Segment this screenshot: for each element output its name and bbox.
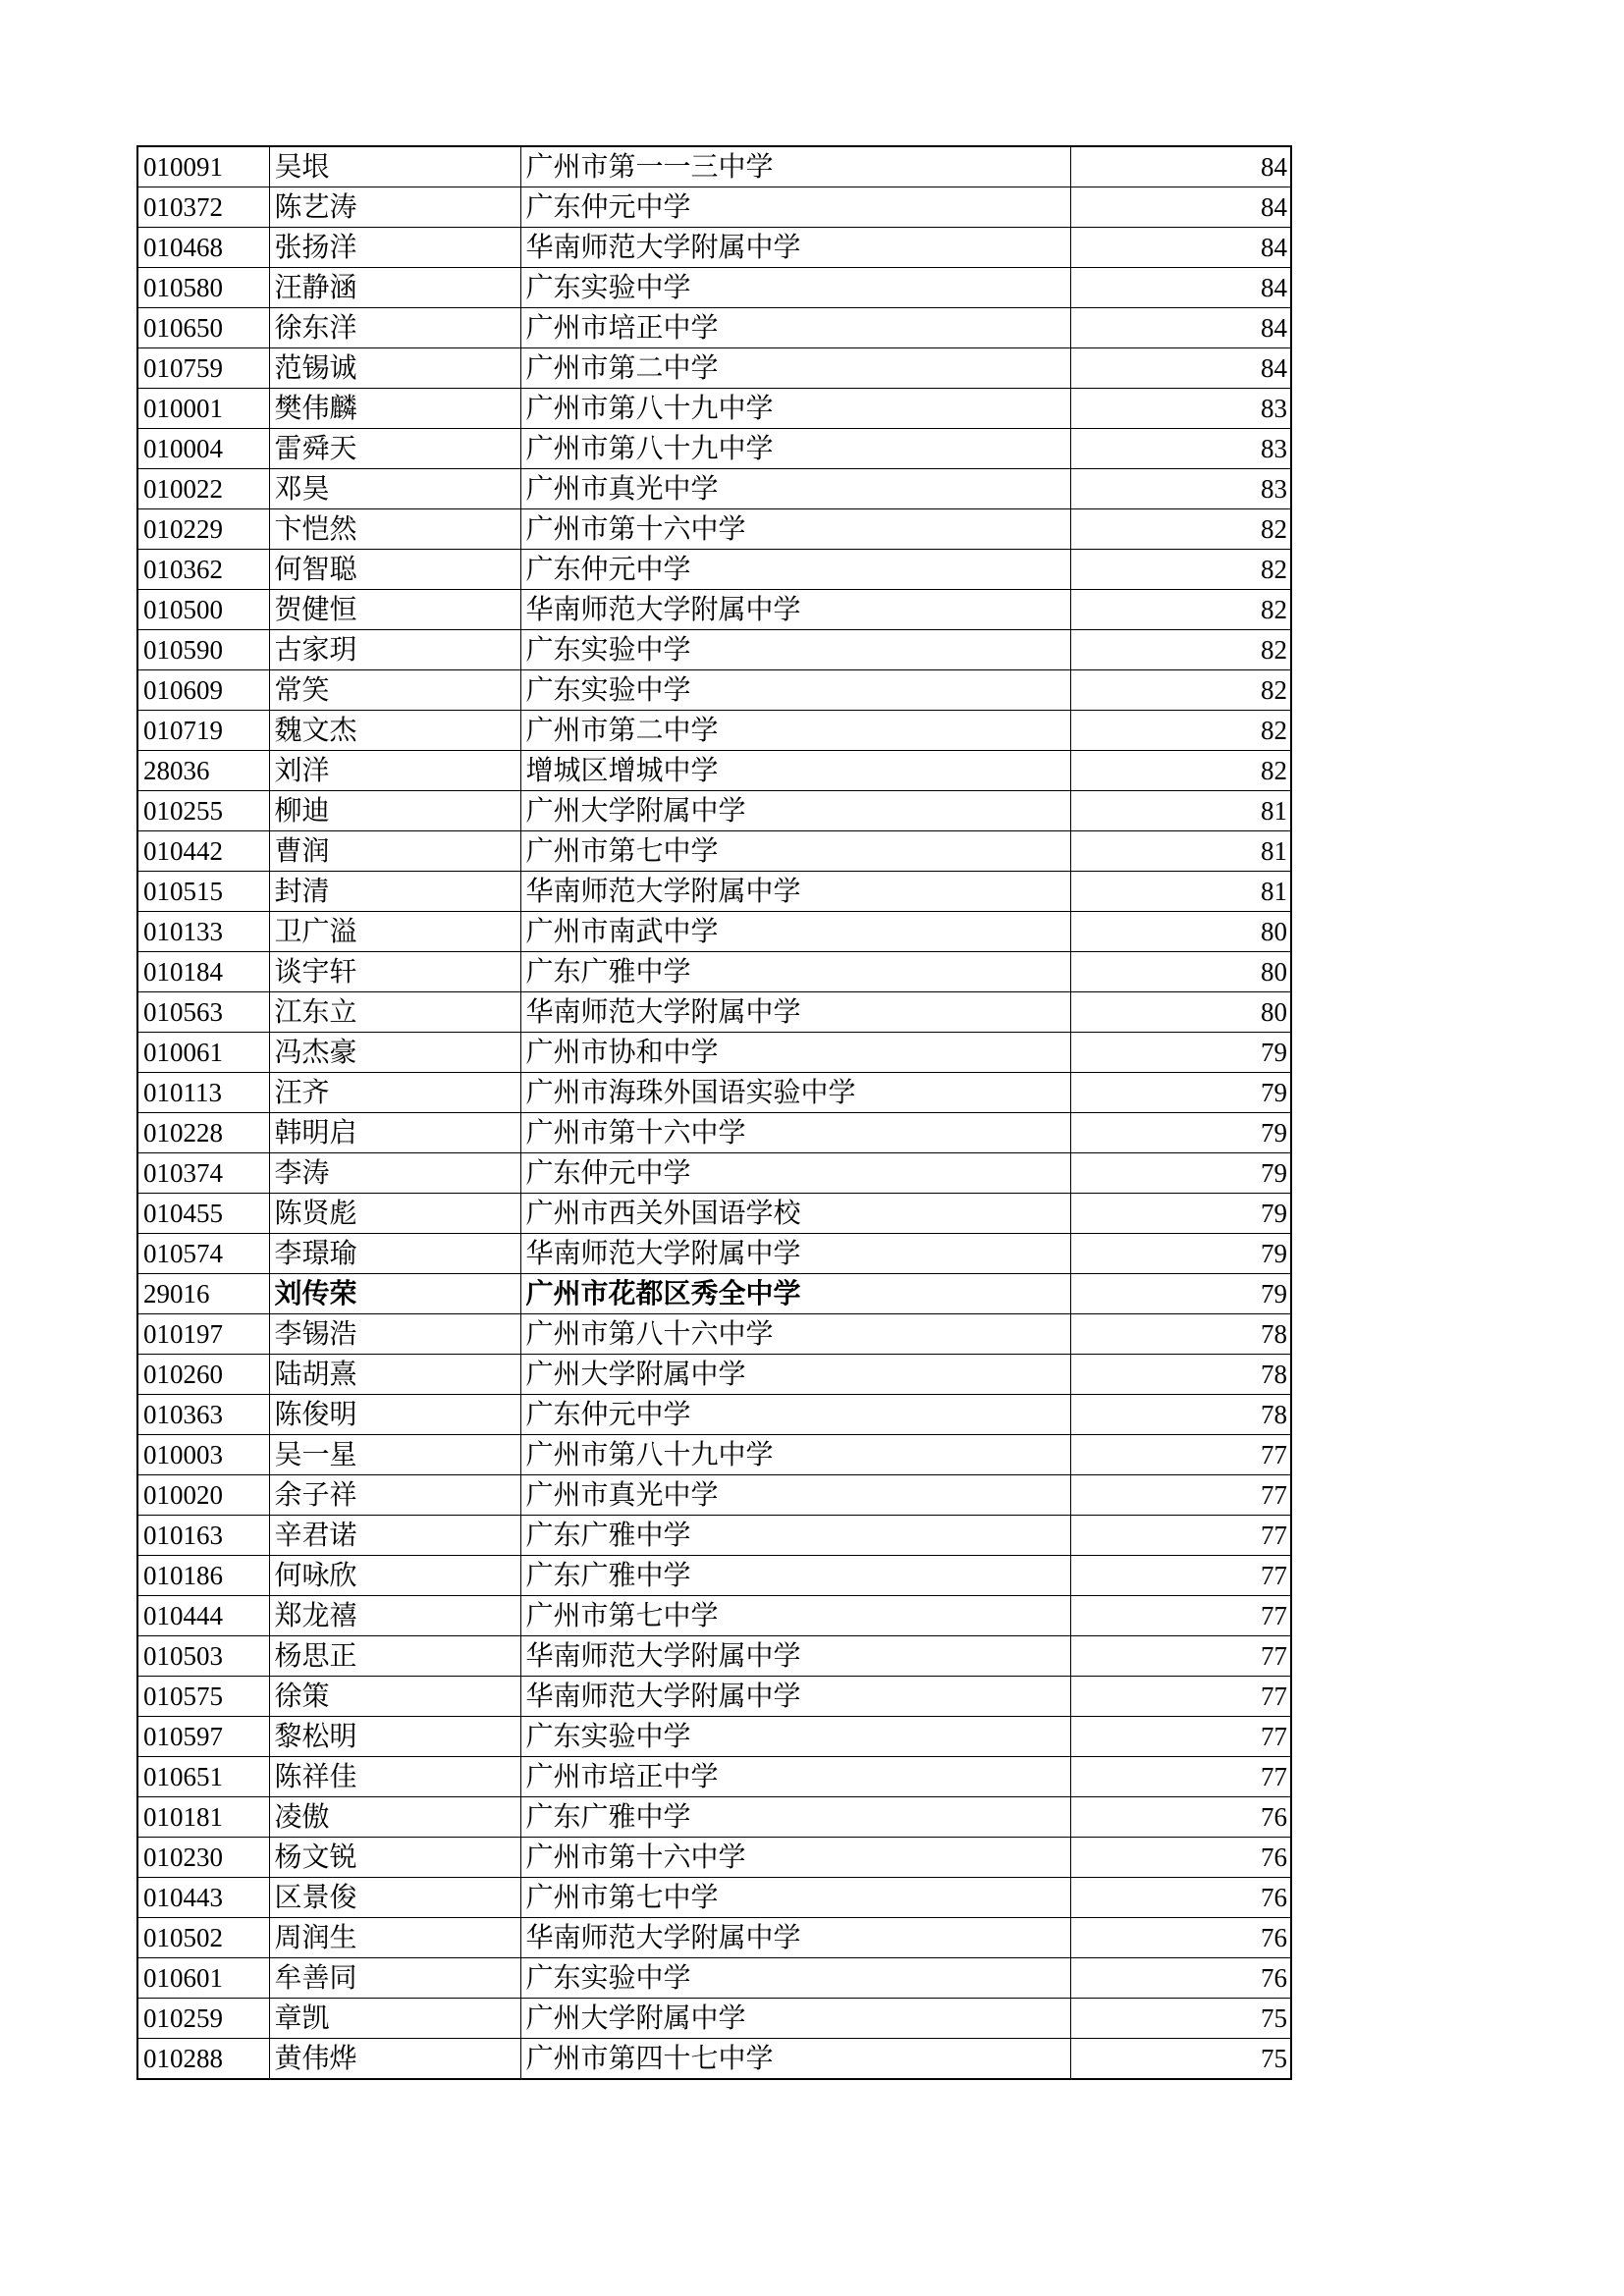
table-row: [137, 1797, 1291, 1838]
student-name-cell: 雷舜天: [269, 429, 520, 469]
score-cell: 84: [1070, 187, 1291, 228]
school-name-cell: 广州市第七中学: [520, 1596, 1070, 1636]
student-name-cell: 邓昊: [269, 469, 520, 509]
score-cell: 79: [1070, 1194, 1291, 1234]
table-row: [137, 952, 1291, 992]
student-name-cell: 徐策: [269, 1677, 520, 1717]
student-name-cell: 章凯: [269, 1999, 520, 2039]
table-row: [137, 1355, 1291, 1395]
student-id-cell: 010133: [137, 912, 269, 952]
score-cell: 82: [1070, 590, 1291, 630]
student-id-cell: 010374: [137, 1153, 269, 1194]
table-row: [137, 912, 1291, 952]
score-cell: 82: [1070, 550, 1291, 590]
student-id-cell: 010503: [137, 1636, 269, 1677]
student-name-cell: 郑龙禧: [269, 1596, 520, 1636]
school-name-cell: 华南师范大学附属中学: [520, 228, 1070, 268]
table-row: [137, 348, 1291, 389]
student-name-cell: 区景俊: [269, 1878, 520, 1918]
student-name-cell: 古家玥: [269, 630, 520, 670]
table-row: [137, 1838, 1291, 1878]
school-name-cell: 广东实验中学: [520, 268, 1070, 308]
school-name-cell: 广东广雅中学: [520, 1516, 1070, 1556]
table-row: [137, 1878, 1291, 1918]
school-name-cell: 华南师范大学附属中学: [520, 872, 1070, 912]
score-cell: 75: [1070, 2039, 1291, 2080]
school-name-cell: 广州市第四十七中学: [520, 2039, 1070, 2080]
student-id-cell: 28036: [137, 751, 269, 791]
table-row: [137, 1999, 1291, 2039]
score-cell: 76: [1070, 1958, 1291, 1999]
school-name-cell: 广州市第八十六中学: [520, 1314, 1070, 1355]
student-name-cell: 李涛: [269, 1153, 520, 1194]
student-id-cell: 010455: [137, 1194, 269, 1234]
score-cell: 83: [1070, 469, 1291, 509]
score-cell: 79: [1070, 1234, 1291, 1274]
student-name-cell: 谈宇轩: [269, 952, 520, 992]
score-cell: 77: [1070, 1677, 1291, 1717]
student-id-cell: 010651: [137, 1757, 269, 1797]
score-cell: 84: [1070, 348, 1291, 389]
student-name-cell: 徐东洋: [269, 308, 520, 348]
score-cell: 76: [1070, 1838, 1291, 1878]
score-cell: 76: [1070, 1878, 1291, 1918]
student-name-cell: 汪静涵: [269, 268, 520, 308]
table-row: [137, 1918, 1291, 1958]
school-name-cell: 广州市第十六中学: [520, 1113, 1070, 1153]
school-name-cell: 广东实验中学: [520, 630, 1070, 670]
score-cell: 82: [1070, 751, 1291, 791]
table-row: [137, 1153, 1291, 1194]
score-cell: 79: [1070, 1274, 1291, 1314]
school-name-cell: 广州市第二中学: [520, 711, 1070, 751]
student-id-cell: 010003: [137, 1435, 269, 1475]
student-id-cell: 010288: [137, 2039, 269, 2080]
score-cell: 83: [1070, 389, 1291, 429]
student-id-cell: 010229: [137, 509, 269, 550]
student-name-cell: 刘洋: [269, 751, 520, 791]
student-name-cell: 吴一星: [269, 1435, 520, 1475]
student-name-cell: 冯杰豪: [269, 1033, 520, 1073]
school-name-cell: 广州市第十六中学: [520, 1838, 1070, 1878]
school-name-cell: 华南师范大学附属中学: [520, 1234, 1070, 1274]
table-row: [137, 590, 1291, 630]
student-id-cell: 010650: [137, 308, 269, 348]
student-id-cell: 010597: [137, 1717, 269, 1757]
student-name-cell: 陈祥佳: [269, 1757, 520, 1797]
student-id-cell: 010719: [137, 711, 269, 751]
school-name-cell: 华南师范大学附属中学: [520, 992, 1070, 1033]
score-cell: 80: [1070, 952, 1291, 992]
score-table-body: [137, 146, 1291, 2079]
score-cell: 84: [1070, 146, 1291, 187]
student-id-cell: 010113: [137, 1073, 269, 1113]
score-cell: 77: [1070, 1717, 1291, 1757]
student-name-cell: 黄伟烨: [269, 2039, 520, 2080]
student-name-cell: 卞恺然: [269, 509, 520, 550]
table-row: [137, 509, 1291, 550]
student-name-cell: 杨文锐: [269, 1838, 520, 1878]
score-cell: 77: [1070, 1516, 1291, 1556]
score-cell: 75: [1070, 1999, 1291, 2039]
student-name-cell: 牟善同: [269, 1958, 520, 1999]
student-name-cell: 魏文杰: [269, 711, 520, 751]
score-cell: 79: [1070, 1073, 1291, 1113]
student-id-cell: 010468: [137, 228, 269, 268]
school-name-cell: 广东广雅中学: [520, 1556, 1070, 1596]
score-cell: 81: [1070, 872, 1291, 912]
student-name-cell: 余子祥: [269, 1475, 520, 1516]
student-name-cell: 吴垠: [269, 146, 520, 187]
score-cell: 80: [1070, 912, 1291, 952]
table-row: [137, 469, 1291, 509]
score-cell: 76: [1070, 1918, 1291, 1958]
school-name-cell: 广东广雅中学: [520, 952, 1070, 992]
table-row: [137, 711, 1291, 751]
student-name-cell: 曹润: [269, 831, 520, 872]
student-id-cell: 010759: [137, 348, 269, 389]
score-cell: 82: [1070, 630, 1291, 670]
student-name-cell: 何咏欣: [269, 1556, 520, 1596]
student-name-cell: 柳迪: [269, 791, 520, 831]
table-row: [137, 670, 1291, 711]
school-name-cell: 广州市第七中学: [520, 1878, 1070, 1918]
student-name-cell: 陈贤彪: [269, 1194, 520, 1234]
table-row: [137, 550, 1291, 590]
student-id-cell: 010230: [137, 1838, 269, 1878]
student-id-cell: 010020: [137, 1475, 269, 1516]
table-row: [137, 1314, 1291, 1355]
student-name-cell: 黎松明: [269, 1717, 520, 1757]
table-row: [137, 872, 1291, 912]
school-name-cell: 广东广雅中学: [520, 1797, 1070, 1838]
table-row: [137, 187, 1291, 228]
student-name-cell: 江东立: [269, 992, 520, 1033]
school-name-cell: 广州市第十六中学: [520, 509, 1070, 550]
table-row: [137, 831, 1291, 872]
table-row: [137, 1234, 1291, 1274]
table-row: [137, 1516, 1291, 1556]
school-name-cell: 华南师范大学附属中学: [520, 1636, 1070, 1677]
score-cell: 77: [1070, 1435, 1291, 1475]
student-id-cell: 010184: [137, 952, 269, 992]
table-row: [137, 751, 1291, 791]
school-name-cell: 广州市培正中学: [520, 1757, 1070, 1797]
student-id-cell: 010362: [137, 550, 269, 590]
student-name-cell: 张扬洋: [269, 228, 520, 268]
score-cell: 81: [1070, 791, 1291, 831]
student-id-cell: 010372: [137, 187, 269, 228]
student-name-cell: 卫广溢: [269, 912, 520, 952]
student-name-cell: 范锡诚: [269, 348, 520, 389]
student-name-cell: 贺健恒: [269, 590, 520, 630]
student-name-cell: 常笑: [269, 670, 520, 711]
score-cell: 77: [1070, 1596, 1291, 1636]
student-id-cell: 010500: [137, 590, 269, 630]
student-id-cell: 010259: [137, 1999, 269, 2039]
score-cell: 77: [1070, 1636, 1291, 1677]
student-name-cell: 封清: [269, 872, 520, 912]
student-name-cell: 陆胡熹: [269, 1355, 520, 1395]
student-id-cell: 010004: [137, 429, 269, 469]
school-name-cell: 广东实验中学: [520, 1717, 1070, 1757]
student-id-cell: 010022: [137, 469, 269, 509]
student-name-cell: 何智聪: [269, 550, 520, 590]
school-name-cell: 广州大学附属中学: [520, 1355, 1070, 1395]
student-id-cell: 010001: [137, 389, 269, 429]
student-id-cell: 010609: [137, 670, 269, 711]
score-cell: 82: [1070, 509, 1291, 550]
score-cell: 79: [1070, 1033, 1291, 1073]
student-id-cell: 010163: [137, 1516, 269, 1556]
table-row: [137, 1596, 1291, 1636]
student-name-cell: 李锡浩: [269, 1314, 520, 1355]
school-name-cell: 广州市第八十九中学: [520, 429, 1070, 469]
table-row: [137, 1556, 1291, 1596]
school-name-cell: 广州市培正中学: [520, 308, 1070, 348]
school-name-cell: 广东实验中学: [520, 1958, 1070, 1999]
table-row: [137, 1395, 1291, 1435]
score-table: [136, 145, 1292, 2080]
student-id-cell: 010091: [137, 146, 269, 187]
school-name-cell: 广州市南武中学: [520, 912, 1070, 952]
table-row: [137, 1274, 1291, 1314]
table-row: [137, 630, 1291, 670]
score-cell: 84: [1070, 228, 1291, 268]
student-name-cell: 李璟瑜: [269, 1234, 520, 1274]
table-row: [137, 1757, 1291, 1797]
school-name-cell: 广州市第七中学: [520, 831, 1070, 872]
score-cell: 83: [1070, 429, 1291, 469]
student-name-cell: 汪齐: [269, 1073, 520, 1113]
student-name-cell: 陈艺涛: [269, 187, 520, 228]
table-row: [137, 389, 1291, 429]
school-name-cell: 广州市第一一三中学: [520, 146, 1070, 187]
student-id-cell: 010228: [137, 1113, 269, 1153]
school-name-cell: 华南师范大学附属中学: [520, 590, 1070, 630]
school-name-cell: 广东仲元中学: [520, 550, 1070, 590]
student-id-cell: 010515: [137, 872, 269, 912]
student-id-cell: 010186: [137, 1556, 269, 1596]
score-cell: 77: [1070, 1475, 1291, 1516]
student-id-cell: 010197: [137, 1314, 269, 1355]
student-id-cell: 010563: [137, 992, 269, 1033]
student-name-cell: 樊伟麟: [269, 389, 520, 429]
score-cell: 82: [1070, 670, 1291, 711]
school-name-cell: 广州市真光中学: [520, 469, 1070, 509]
table-row: [137, 1073, 1291, 1113]
score-cell: 79: [1070, 1113, 1291, 1153]
student-id-cell: 29016: [137, 1274, 269, 1314]
school-name-cell: 广州市第八十九中学: [520, 389, 1070, 429]
student-id-cell: 010443: [137, 1878, 269, 1918]
school-name-cell: 广州市西关外国语学校: [520, 1194, 1070, 1234]
table-row: [137, 992, 1291, 1033]
score-cell: 84: [1070, 268, 1291, 308]
school-name-cell: 广州市海珠外国语实验中学: [520, 1073, 1070, 1113]
school-name-cell: 广州大学附属中学: [520, 1999, 1070, 2039]
school-name-cell: 广州市协和中学: [520, 1033, 1070, 1073]
table-row: [137, 2039, 1291, 2080]
student-id-cell: 010181: [137, 1797, 269, 1838]
table-row: [137, 268, 1291, 308]
table-row: [137, 1194, 1291, 1234]
student-id-cell: 010444: [137, 1596, 269, 1636]
school-name-cell: 广东仲元中学: [520, 1395, 1070, 1435]
table-row: [137, 308, 1291, 348]
table-row: [137, 791, 1291, 831]
score-cell: 80: [1070, 992, 1291, 1033]
student-id-cell: 010260: [137, 1355, 269, 1395]
table-row: [137, 146, 1291, 187]
school-name-cell: 增城区增城中学: [520, 751, 1070, 791]
school-name-cell: 广州大学附属中学: [520, 791, 1070, 831]
student-id-cell: 010442: [137, 831, 269, 872]
score-cell: 78: [1070, 1355, 1291, 1395]
student-id-cell: 010363: [137, 1395, 269, 1435]
table-row: [137, 228, 1291, 268]
student-id-cell: 010590: [137, 630, 269, 670]
school-name-cell: 广州市第二中学: [520, 348, 1070, 389]
student-name-cell: 杨思正: [269, 1636, 520, 1677]
table-row: [137, 429, 1291, 469]
student-id-cell: 010255: [137, 791, 269, 831]
school-name-cell: 广州市第八十九中学: [520, 1435, 1070, 1475]
table-row: [137, 1636, 1291, 1677]
table-row: [137, 1717, 1291, 1757]
school-name-cell: 华南师范大学附属中学: [520, 1918, 1070, 1958]
school-name-cell: 广东仲元中学: [520, 187, 1070, 228]
table-row: [137, 1435, 1291, 1475]
student-name-cell: 陈俊明: [269, 1395, 520, 1435]
score-cell: 79: [1070, 1153, 1291, 1194]
score-cell: 77: [1070, 1757, 1291, 1797]
table-row: [137, 1033, 1291, 1073]
student-name-cell: 辛君诺: [269, 1516, 520, 1556]
score-cell: 78: [1070, 1314, 1291, 1355]
score-cell: 78: [1070, 1395, 1291, 1435]
school-name-cell: 广州市真光中学: [520, 1475, 1070, 1516]
score-cell: 82: [1070, 711, 1291, 751]
score-cell: 77: [1070, 1556, 1291, 1596]
student-id-cell: 010574: [137, 1234, 269, 1274]
table-row: [137, 1677, 1291, 1717]
school-name-cell: 广东实验中学: [520, 670, 1070, 711]
table-row: [137, 1475, 1291, 1516]
score-cell: 81: [1070, 831, 1291, 872]
school-name-cell: 广州市花都区秀全中学: [520, 1274, 1070, 1314]
school-name-cell: 广东仲元中学: [520, 1153, 1070, 1194]
score-cell: 84: [1070, 308, 1291, 348]
table-row: [137, 1958, 1291, 1999]
student-name-cell: 凌傲: [269, 1797, 520, 1838]
student-name-cell: 周润生: [269, 1918, 520, 1958]
student-name-cell: 刘传荣: [269, 1274, 520, 1314]
score-cell: 76: [1070, 1797, 1291, 1838]
table-row: [137, 1113, 1291, 1153]
school-name-cell: 华南师范大学附属中学: [520, 1677, 1070, 1717]
student-id-cell: 010601: [137, 1958, 269, 1999]
student-name-cell: 韩明启: [269, 1113, 520, 1153]
student-id-cell: 010061: [137, 1033, 269, 1073]
student-id-cell: 010502: [137, 1918, 269, 1958]
student-id-cell: 010580: [137, 268, 269, 308]
student-id-cell: 010575: [137, 1677, 269, 1717]
